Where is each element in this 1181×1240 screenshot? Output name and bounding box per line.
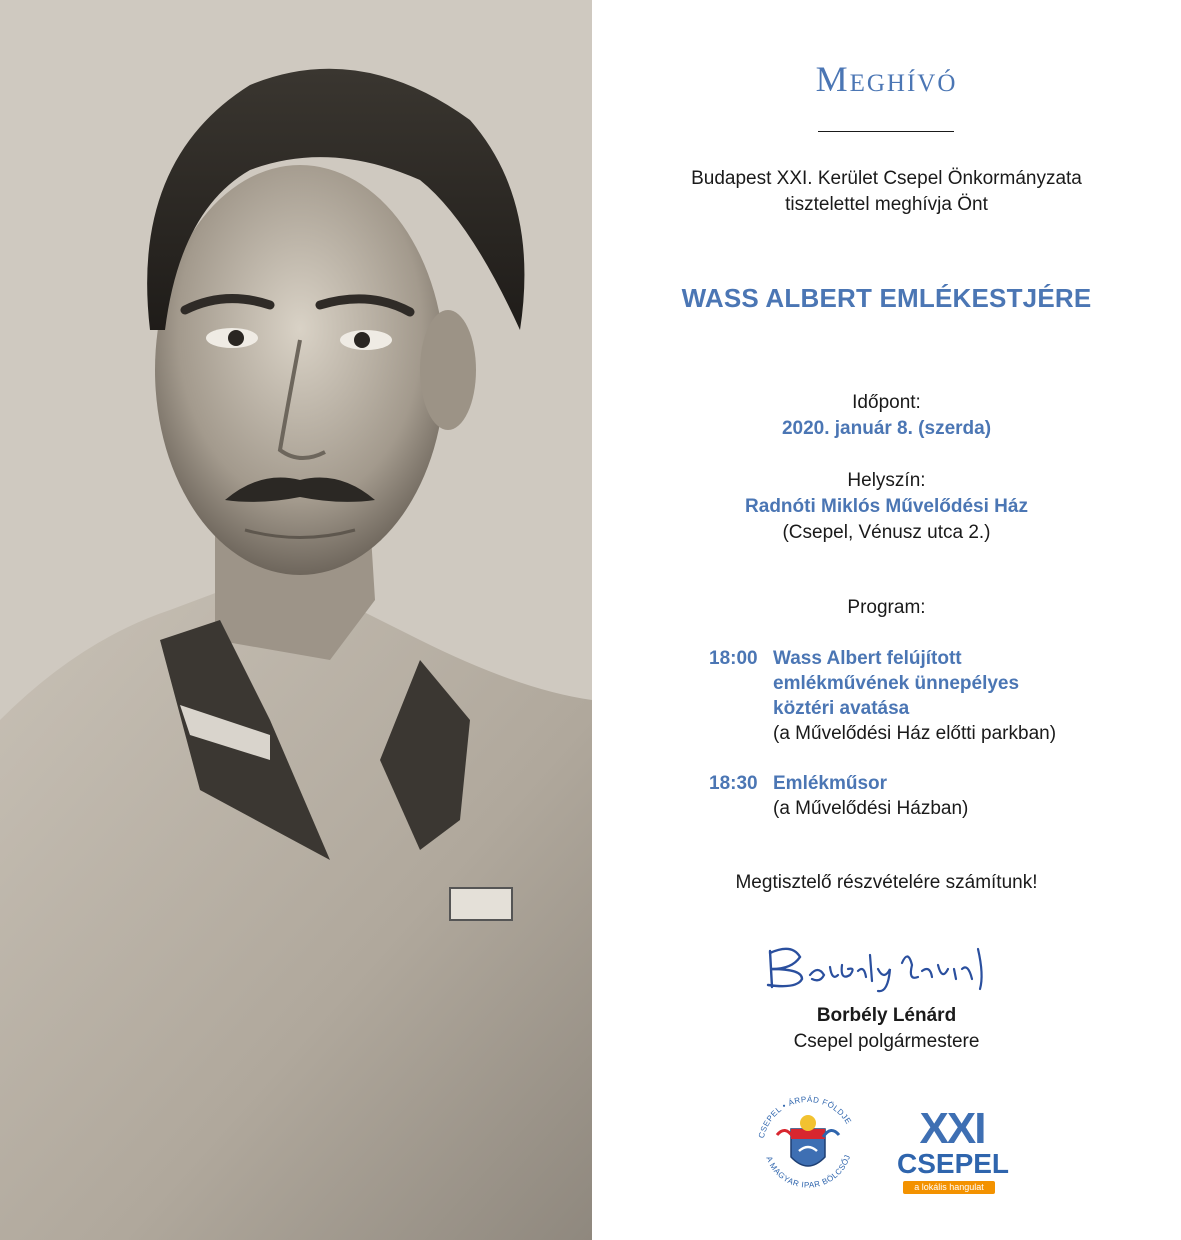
program-item-title-line: Wass Albert felújított (773, 648, 962, 669)
brand-roman-numeral: XXI (919, 1104, 985, 1153)
time-label: Időpont: (852, 392, 921, 413)
intro-line-1: Budapest XXI. Kerület Csepel Önkormányzata (691, 168, 1082, 189)
invitation-panel (592, 0, 1181, 1240)
program-item-title-line: köztéri avatása (773, 698, 910, 719)
brand-tagline: a lokális hangulat (903, 1181, 995, 1194)
program-item (709, 771, 1169, 821)
svg-text:CSEPEL • ÁRPÁD FÖLDJE: CSEPEL • ÁRPÁD FÖLDJE (756, 1095, 854, 1140)
intro-line-2: tisztelettel meghívja Önt (785, 194, 988, 215)
brand-name: CSEPEL (897, 1148, 1010, 1179)
time-value: 2020. január 8. (szerda) (781, 418, 992, 439)
program-item-time: 18:00 (709, 648, 758, 669)
venue-name: Radnóti Miklós Művelődési Ház (745, 496, 1028, 517)
svg-text:A MAGYAR IPAR BÖLCSŐJE: A MAGYAR IPAR BÖLCSŐJ (764, 1153, 853, 1190)
title-divider (818, 131, 954, 132)
csepel-brand-logo (897, 1104, 1010, 1195)
program-item-time: 18:30 (709, 773, 758, 794)
invitation-title: Meghívó (815, 59, 958, 99)
event-headline: WASS ALBERT EMLÉKESTJÉRE (681, 283, 1092, 313)
program-item-note: (a Művelődési Házban) (773, 798, 969, 819)
venue-address: (Csepel, Vénusz utca 2.) (782, 522, 991, 543)
signatory-name: Borbély Lénárd (816, 1005, 957, 1026)
csepel-crest-logo (749, 1095, 867, 1195)
program-item-title-line: Emlékműsor (773, 773, 888, 794)
program-item (709, 646, 1169, 746)
signature-graphic (762, 935, 1002, 995)
program-item-note: (a Művelődési Ház előtti parkban) (773, 723, 1057, 744)
crest-icon (749, 1095, 867, 1195)
closing-text: Megtisztelő részvételére számítunk! (735, 872, 1038, 893)
signatory-role: Csepel polgármestere (793, 1031, 980, 1052)
program-label: Program: (847, 597, 926, 618)
program-item-title-line: emlékművének ünnepélyes (773, 673, 1020, 694)
venue-label: Helyszín: (847, 470, 926, 491)
